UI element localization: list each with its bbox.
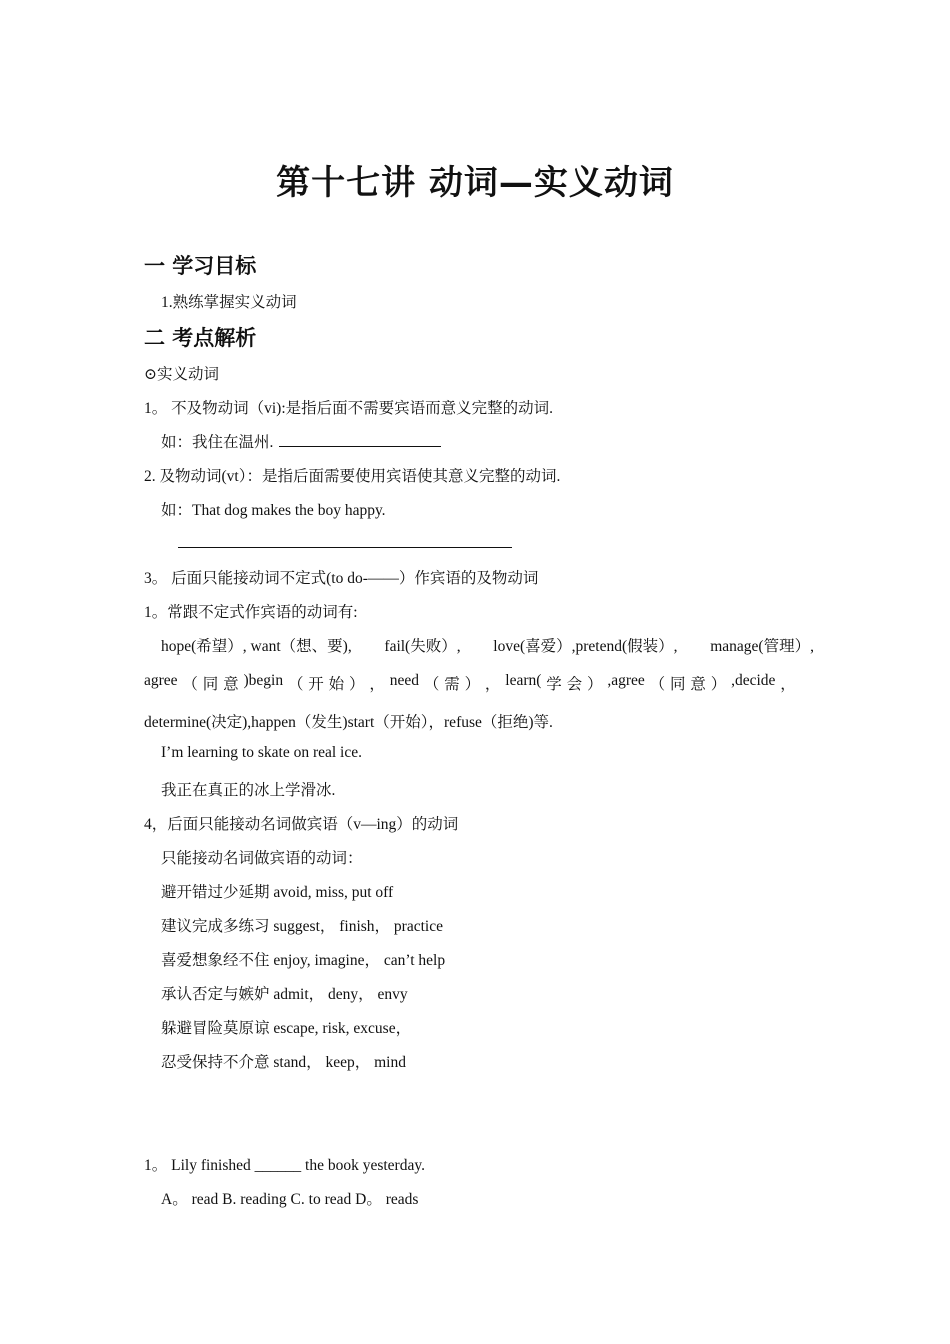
example-english: I’m learning to skate on real ice.	[161, 744, 362, 761]
gerund-verb-line: 承认否定与嫉妒 admit， deny， envy	[161, 986, 408, 1003]
verb-token: ）	[349, 676, 365, 693]
transitive-definition: 2. 及物动词(vt）：是指后面需要使用宾语使其意义完整的动词.	[144, 468, 561, 485]
verb-token: 同	[202, 676, 219, 693]
infinitive-subheading: 1。常跟不定式作宾语的动词有:	[144, 604, 358, 621]
verb-token: 需	[444, 676, 460, 693]
verb-token: 同	[669, 676, 686, 693]
intransitive-definition: 1。 不及物动词（vi):是指后面不需要宾语而意义完整的动词.	[144, 400, 554, 417]
intransitive-example-text: 如：我住在温州.	[161, 434, 274, 451]
infinitive-verbs-line-2	[144, 672, 796, 694]
example-chinese: 我正在真正的冰上学滑冰.	[161, 782, 336, 799]
verb-token: ）	[464, 676, 481, 693]
verb-group: fail(失败）,	[384, 638, 461, 655]
answer-blank	[279, 432, 441, 447]
objective-item: 1.熟练掌握实义动词	[161, 294, 297, 311]
gerund-subheading: 只能接动名词做宾语的动词：	[161, 850, 363, 867]
page-title: 第十七讲 动词—实义动词	[276, 163, 674, 203]
gerund-verb-line: 喜爱想象经不住 enjoy, imagine， can’t help	[161, 952, 446, 969]
verb-token: ，	[780, 676, 796, 693]
verb-token: （	[287, 676, 304, 693]
verb-token: ，	[369, 676, 385, 693]
topic-marker: ⊙实义动词	[144, 366, 219, 383]
verb-token: agree	[144, 672, 178, 689]
section-heading-analysis: 二 考点解析	[144, 326, 257, 350]
infinitive-heading: 3。 后面只能接动词不定式(to do-——）作宾语的及物动词	[144, 570, 539, 587]
verb-token: ,decide	[731, 672, 776, 689]
verb-token: （	[423, 676, 440, 693]
verb-token: ）	[710, 676, 727, 693]
verb-token: ,agree	[607, 672, 645, 689]
verb-token: )begin	[243, 672, 284, 689]
gerund-verb-line: 避开错过少延期 avoid, miss, put off	[161, 884, 394, 901]
verb-token: 开	[308, 676, 324, 693]
verb-token: 学	[546, 676, 562, 693]
verb-token: learn(	[505, 672, 542, 689]
section-heading-objectives: 一 学习目标	[144, 254, 257, 278]
verb-token: （	[182, 676, 198, 693]
verb-token: ，	[484, 676, 501, 693]
gerund-verb-line: 躲避冒险莫原谅 escape, risk, excuse，	[161, 1020, 412, 1037]
gerund-heading: 4，后面只能接动名词做宾语（v—ing）的动词	[144, 816, 459, 833]
verb-token: 始	[328, 676, 345, 693]
infinitive-verbs-line-3: determine(决定),happen（发生)start（开始），refuse（拒绝)等.	[144, 714, 553, 731]
transitive-example: 如：That dog makes the boy happy.	[161, 502, 386, 519]
verb-token: need	[389, 672, 419, 689]
exercise-question: 1。 Lily finished ______ the book yesterday.	[144, 1157, 425, 1174]
intransitive-example	[161, 430, 441, 452]
infinitive-verbs-line-1	[161, 634, 814, 656]
gerund-verb-line: 建议完成多练习 suggest， finish， practice	[161, 918, 443, 935]
gerund-verb-line: 忍受保持不介意 stand， keep， mind	[161, 1054, 406, 1071]
verb-token: 意	[223, 676, 239, 693]
verb-group: love(喜爱）,pretend(假装）,	[493, 638, 678, 655]
verb-token: 会	[566, 676, 583, 693]
exercise-options: A。 read B. reading C. to read D。 reads	[161, 1191, 419, 1208]
answer-line	[178, 547, 512, 548]
verb-group: manage(管理）,	[710, 638, 814, 655]
verb-token: 意	[690, 676, 706, 693]
verb-group: hope(希望）, want（想、要),	[161, 638, 352, 655]
verb-token: （	[649, 676, 666, 693]
verb-token: ）	[586, 676, 603, 693]
